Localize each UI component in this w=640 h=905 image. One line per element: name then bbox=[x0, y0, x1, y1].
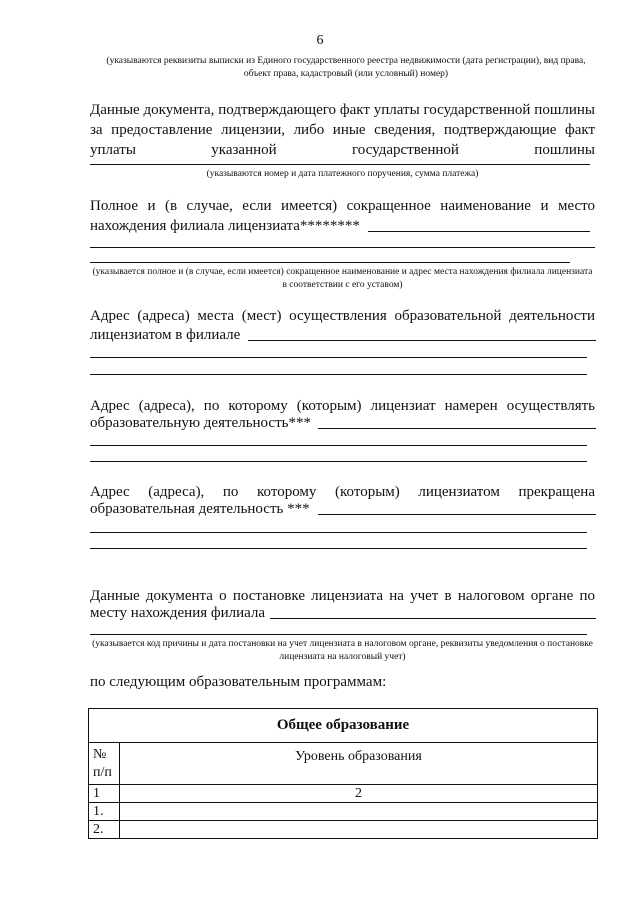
tax-line2: месту нахождения филиала bbox=[90, 605, 266, 621]
table-row-level[interactable] bbox=[120, 803, 598, 821]
stopped-address-line2: образовательная деятельность *** bbox=[90, 501, 310, 517]
branch-name-line-b[interactable] bbox=[90, 262, 570, 263]
tax-note: (указывается код причины и дата постановки на учет лицензиата в налоговом органе, реквизиты уведомления о постановке лицензиата на налоговый учет) bbox=[92, 639, 593, 662]
stopped-address-field[interactable] bbox=[318, 514, 596, 515]
intended-address-field[interactable] bbox=[318, 428, 596, 429]
branch-name-note: (указывается полное и (в случае, если имеется) сокращенное наименование и адрес места нахождения филиала лицензиата в соответствии с его уставом) bbox=[92, 267, 593, 290]
intended-address-line2: образовательную деятельность*** bbox=[90, 415, 311, 431]
intended-address-line1: Адрес (адреса), по которому (которым) лицензиат намерен осуществлять bbox=[90, 398, 595, 414]
page-number: 6 bbox=[316, 33, 324, 48]
intended-address-line-a[interactable] bbox=[90, 445, 587, 446]
stopped-address-line-a[interactable] bbox=[90, 532, 587, 533]
table-row-level[interactable]: 2 bbox=[120, 785, 598, 803]
programs-table bbox=[88, 708, 598, 839]
branch-name-line1: Полное и (в случае, если имеется) сокращенное наименование и место bbox=[90, 198, 595, 214]
tax-line1: Данные документа о постановке лицензиата на учет в налоговом органе по bbox=[90, 588, 595, 604]
branch-name-field[interactable] bbox=[368, 231, 590, 232]
note-egrn: (указываются реквизиты выписки из Единого государственного реестра недвижимости (дата регистрации), вид права, объект права, кадастровый (или условный) номер) bbox=[106, 56, 586, 79]
activity-address-line2: лицензиатом в филиале bbox=[90, 327, 241, 343]
tax-line-a[interactable] bbox=[90, 634, 587, 635]
stopped-address-line-b[interactable] bbox=[90, 548, 587, 549]
stopped-address-line1: Адрес (адреса), по которому (которым) лицензиатом прекращена bbox=[90, 484, 595, 500]
table-title: Общее образование bbox=[89, 709, 598, 743]
duty-note: (указываются номер и дата платежного поручения, сумма платежа) bbox=[206, 169, 479, 179]
duty-text: Данные документа, подтверждающего факт уплаты государственной пошлины за предоставление лицензии, либо иные сведения, подтверждающие факт уплаты указанной государственной пошлины bbox=[90, 102, 595, 158]
activity-address-line-a[interactable] bbox=[90, 357, 587, 358]
activity-address-line-b[interactable] bbox=[90, 374, 587, 375]
table-row-level[interactable] bbox=[120, 821, 598, 839]
table-row-num: 2. bbox=[89, 821, 120, 839]
table-row-num: 1. bbox=[89, 803, 120, 821]
activity-address-field[interactable] bbox=[248, 340, 596, 341]
branch-name-line2: нахождения филиала лицензиата******** bbox=[90, 218, 360, 234]
col-num-header: № п/п bbox=[89, 743, 120, 785]
tax-field[interactable] bbox=[270, 618, 596, 619]
intended-address-line-b[interactable] bbox=[90, 461, 587, 462]
programs-intro: по следующим образовательным программам: bbox=[90, 674, 387, 690]
activity-address-line1: Адрес (адреса) места (мест) осуществления образовательной деятельности bbox=[90, 308, 595, 324]
table-row-num: 1 bbox=[89, 785, 120, 803]
branch-name-line-a[interactable] bbox=[90, 247, 595, 248]
duty-line[interactable] bbox=[90, 164, 590, 165]
col-level-header: Уровень образования bbox=[120, 743, 598, 785]
